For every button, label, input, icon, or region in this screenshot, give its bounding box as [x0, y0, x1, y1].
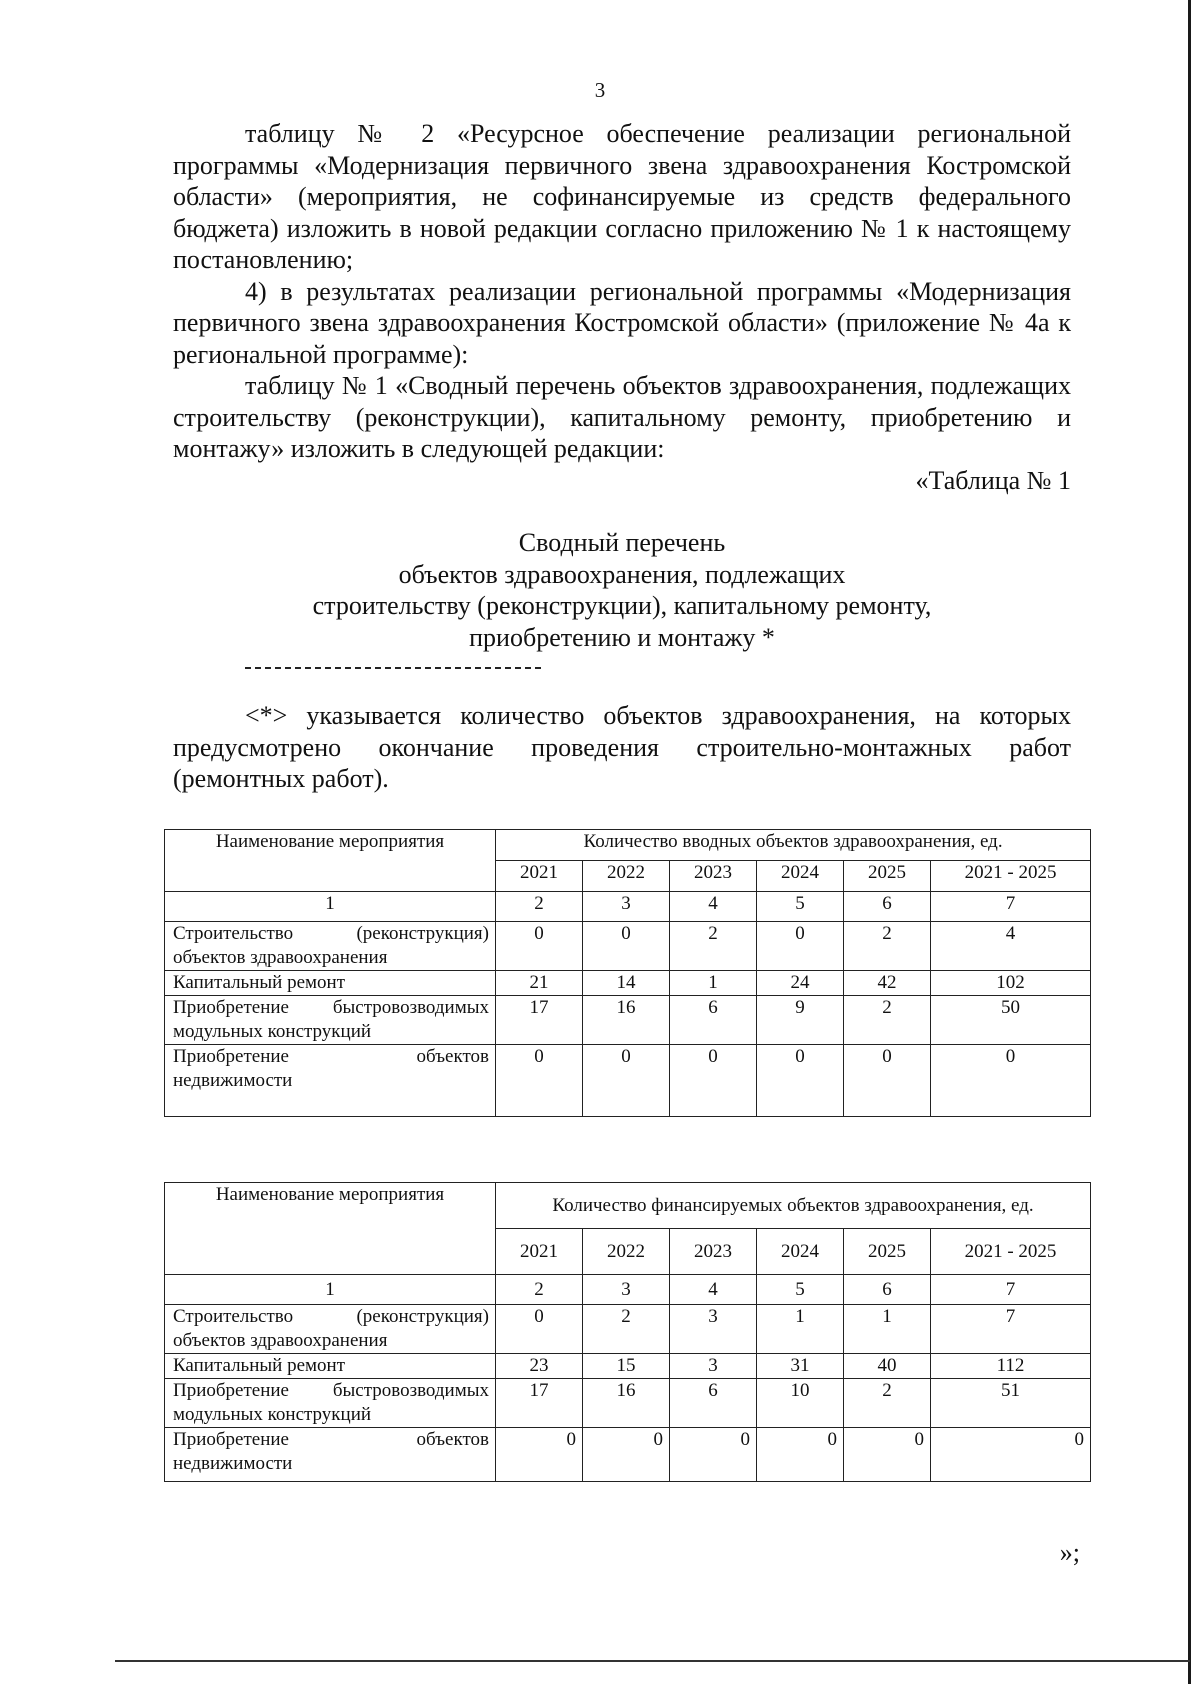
value-cell: 6	[670, 996, 757, 1045]
year-cell: 2025	[844, 861, 931, 892]
table-row	[165, 1045, 1091, 1117]
value-cell: 23	[496, 1354, 583, 1379]
page-number: 3	[594, 78, 606, 102]
value-cell: 2	[670, 922, 757, 971]
col-number: 7	[931, 1275, 1091, 1305]
value-cell: 0	[496, 1305, 583, 1354]
value-cell: 0	[496, 1428, 583, 1482]
table-row	[165, 996, 1091, 1045]
table-heading	[173, 527, 1071, 653]
value-cell: 0	[757, 1045, 844, 1117]
col-number: 4	[670, 1275, 757, 1305]
value-cell: 0	[670, 1045, 757, 1117]
value-cell: 102	[931, 971, 1091, 996]
column-numbers-row	[165, 1275, 1091, 1305]
group-header: Количество финансируемых объектов здравоохранения, ед.	[496, 1183, 1091, 1229]
value-cell: 1	[844, 1305, 931, 1354]
value-cell: 16	[583, 1379, 670, 1428]
value-cell: 40	[844, 1354, 931, 1379]
value-cell: 9	[757, 996, 844, 1045]
table-row	[165, 1428, 1091, 1482]
row-name: Капитальный ремонт	[165, 1354, 496, 1379]
col-number: 4	[670, 892, 757, 922]
paragraph-table1: таблицу № 1 «Сводный перечень объектов здравоохранения, подлежащих строительству (реконструкции), капитальному ремонту, приобретению и монтажу» изложить в следующей редакции:	[173, 371, 1071, 463]
col-number: 3	[583, 1275, 670, 1305]
value-cell: 0	[931, 1045, 1091, 1117]
year-cell: 2021 - 2025	[931, 1229, 1091, 1275]
name-header: Наименование мероприятия	[165, 1183, 496, 1275]
scan-edge-bottom	[115, 1660, 1190, 1662]
value-cell: 7	[931, 1305, 1091, 1354]
value-cell: 31	[757, 1354, 844, 1379]
value-cell: 1	[757, 1305, 844, 1354]
value-cell: 2	[844, 996, 931, 1045]
heading-line: объектов здравоохранения, подлежащих	[398, 559, 846, 589]
col-number: 6	[844, 892, 931, 922]
value-cell: 3	[670, 1354, 757, 1379]
value-cell: 0	[583, 1428, 670, 1482]
value-cell: 21	[496, 971, 583, 996]
value-cell: 0	[757, 922, 844, 971]
value-cell: 0	[844, 1045, 931, 1117]
value-cell: 6	[670, 1379, 757, 1428]
year-cell: 2024	[757, 1229, 844, 1275]
year-cell: 2021	[496, 861, 583, 892]
group-header: Количество вводных объектов здравоохранения, ед.	[496, 830, 1091, 861]
table-header-row	[165, 830, 1091, 861]
value-cell: 4	[931, 922, 1091, 971]
value-cell: 1	[670, 971, 757, 996]
value-cell: 10	[757, 1379, 844, 1428]
col-number: 6	[844, 1275, 931, 1305]
col-number: 1	[165, 1275, 496, 1305]
value-cell: 3	[670, 1305, 757, 1354]
table-row	[165, 1379, 1091, 1428]
paragraph-table2: таблицу № 2 «Ресурсное обеспечение реализации региональной программы «Модернизация первичного звена здравоохранения Костромской области» (мероприятия, не софинансируемые из средств федерального бюджета) изложить в новой редакции согласно приложению № 1 к настоящему постановлению;	[173, 119, 1071, 274]
row-name: Капитальный ремонт	[165, 971, 496, 996]
year-cell: 2025	[844, 1229, 931, 1275]
table-header-row	[165, 1183, 1091, 1229]
row-name: Строительство (реконструкция) объектов здравоохранения	[165, 1305, 496, 1354]
amendment-text	[173, 118, 1071, 496]
value-cell: 0	[496, 922, 583, 971]
col-number: 2	[496, 892, 583, 922]
name-header: Наименование мероприятия	[165, 830, 496, 892]
value-cell: 2	[844, 1379, 931, 1428]
value-cell: 15	[583, 1354, 670, 1379]
value-cell: 24	[757, 971, 844, 996]
table-row	[165, 922, 1091, 971]
value-cell: 0	[496, 1045, 583, 1117]
footnote-text: <*> указывается количество объектов здравоохранения, на которых предусмотрено окончание проведения строительно-монтажных работ (ремонтных работ).	[173, 701, 1071, 793]
row-name: Приобретение объектов недвижимости	[165, 1428, 496, 1482]
heading-line: приобретению и монтажу *	[469, 622, 775, 652]
value-cell: 0	[844, 1428, 931, 1482]
col-number: 7	[931, 892, 1091, 922]
closing-quote: »;	[1059, 1538, 1080, 1567]
col-number: 3	[583, 892, 670, 922]
value-cell: 0	[931, 1428, 1091, 1482]
table-row	[165, 971, 1091, 996]
table-row	[165, 1305, 1091, 1354]
row-name: Приобретение быстровозводимых модульных конструкций	[165, 1379, 496, 1428]
scan-edge-right	[1188, 0, 1191, 1684]
table-label: «Таблица № 1	[915, 465, 1071, 495]
value-cell: 17	[496, 996, 583, 1045]
footnote-divider	[245, 667, 541, 669]
table-row	[165, 1354, 1091, 1379]
table-commissioned-objects	[164, 829, 1091, 1117]
value-cell: 2	[844, 922, 931, 971]
col-number: 2	[496, 1275, 583, 1305]
value-cell: 0	[757, 1428, 844, 1482]
year-cell: 2022	[583, 1229, 670, 1275]
value-cell: 0	[583, 922, 670, 971]
col-number: 5	[757, 1275, 844, 1305]
year-cell: 2022	[583, 861, 670, 892]
row-name: Приобретение быстровозводимых модульных конструкций	[165, 996, 496, 1045]
value-cell: 50	[931, 996, 1091, 1045]
value-cell: 112	[931, 1354, 1091, 1379]
value-cell: 42	[844, 971, 931, 996]
value-cell: 0	[583, 1045, 670, 1117]
value-cell: 16	[583, 996, 670, 1045]
year-cell: 2021	[496, 1229, 583, 1275]
value-cell: 14	[583, 971, 670, 996]
value-cell: 0	[670, 1428, 757, 1482]
row-name: Приобретение объектов недвижимости	[165, 1045, 496, 1117]
value-cell: 51	[931, 1379, 1091, 1428]
value-cell: 17	[496, 1379, 583, 1428]
year-cell: 2021 - 2025	[931, 861, 1091, 892]
heading-line: Сводный перечень	[518, 528, 726, 557]
value-cell: 2	[583, 1305, 670, 1354]
year-cell: 2024	[757, 861, 844, 892]
row-name: Строительство (реконструкция) объектов здравоохранения	[165, 922, 496, 971]
year-cell: 2023	[670, 1229, 757, 1275]
table-financed-objects	[164, 1182, 1091, 1482]
year-cell: 2023	[670, 861, 757, 892]
col-number: 1	[165, 892, 496, 922]
paragraph-item4: 4) в результатах реализации региональной программы «Модернизация первичного звена здравоохранения Костромской области» (приложение № 4а к региональной программе):	[173, 276, 1071, 369]
col-number: 5	[757, 892, 844, 922]
column-numbers-row	[165, 892, 1091, 922]
heading-line: строительству (реконструкции), капитальному ремонту,	[312, 591, 932, 620]
